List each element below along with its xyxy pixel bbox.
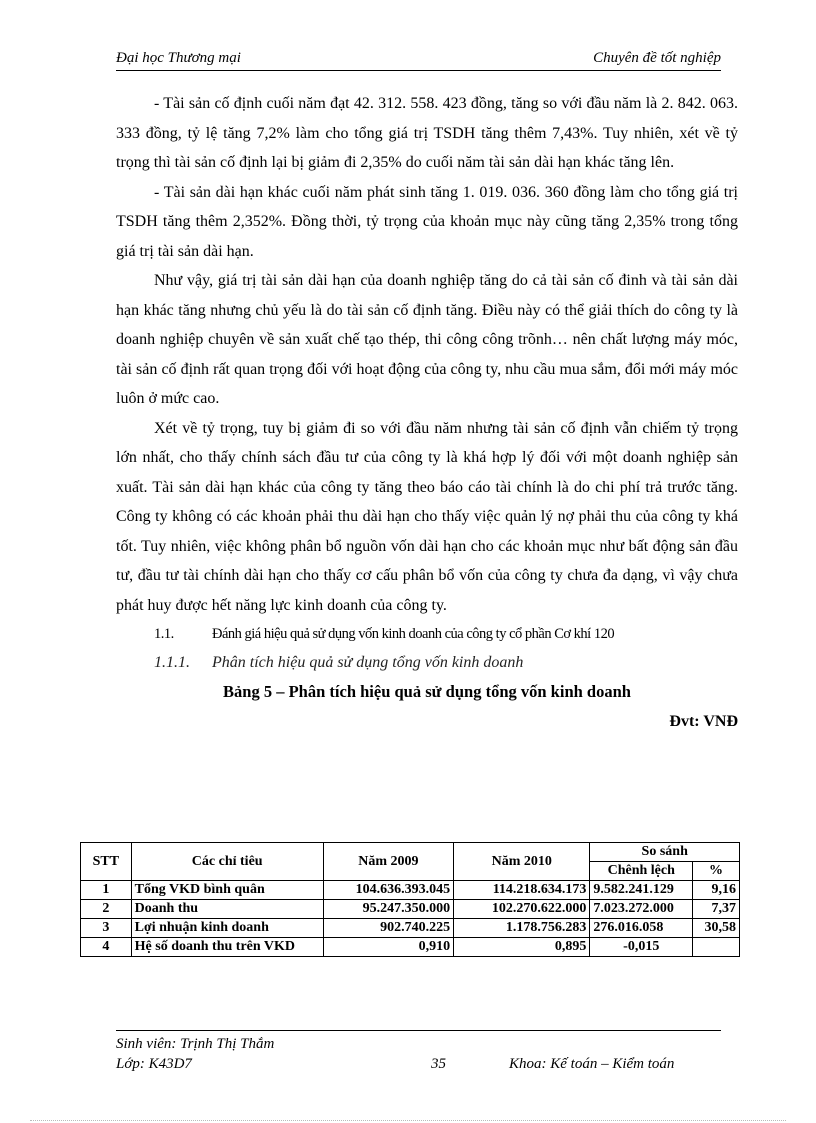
paragraph: - Tài sản cố định cuối năm đạt 42. 312. 558. 423 đồng, tăng so với đầu năm là 2. 842. 063. 333 đồng, tỷ lệ tăng 7,2% làm cho tổng giá trị TSDH tăng thêm 7,43%. Tuy nhiên, xét về tỷ trọng thì tài sản cố định lại bị giảm đi 2,35% do cuối năm tài sản dài hạn khác tăng lên. bbox=[116, 95, 738, 171]
paragraph: Như vậy, giá trị tài sản dài hạn của doanh nghiệp tăng do cả tài sản cố đinh và tài sản dài hạn khác tăng nhưng chủ yếu là do tài sản cố định tăng. Điều này có thể giải thích do công ty là doanh nghiệp chuyên về sản xuất chế tạo thép, thi công công trõnh… nên chất lượng máy móc, tài sản cố định rất quan trọng đối với hoạt động của công ty, nhu cầu mua sắm, đổi mới máy móc luôn ở mức cao. bbox=[116, 272, 738, 407]
cell-indicator: Tổng VKD bình quân bbox=[131, 881, 323, 900]
cell-year-2009: 0,910 bbox=[323, 938, 453, 957]
paragraph: - Tài sản dài hạn khác cuối năm phát sinh tăng 1. 019. 036. 360 đồng làm cho tổng giá trị TSDH tăng thêm 2,352%. Đồng thời, tỷ trọng của khoản mục này cũng tăng 2,35% trong tổng giá trị tài sản dài hạn. bbox=[116, 183, 738, 260]
body-content bbox=[116, 89, 738, 739]
subsection-number: 1.1.1. bbox=[154, 654, 190, 671]
header-percent: % bbox=[693, 862, 740, 881]
cell-indicator: Doanh thu bbox=[131, 900, 323, 919]
section-heading bbox=[116, 620, 738, 648]
header-stt: STT bbox=[81, 843, 132, 881]
header-compare: So sánh bbox=[590, 843, 740, 862]
table-row bbox=[81, 881, 740, 900]
cell-indicator: Hệ số doanh thu trên VKD bbox=[131, 938, 323, 957]
cell-year-2010: 102.270.622.000 bbox=[454, 900, 590, 919]
cell-stt: 2 bbox=[81, 900, 132, 919]
subsection-title: Phân tích hiệu quả sử dụng tổng vốn kinh doanh bbox=[212, 654, 524, 671]
table-row bbox=[81, 938, 740, 957]
footer-student: Sinh viên: Trịnh Thị Thắm bbox=[116, 1036, 275, 1052]
footer-divider bbox=[116, 1030, 721, 1031]
cell-year-2010: 0,895 bbox=[454, 938, 590, 957]
cell-year-2010: 114.218.634.173 bbox=[454, 881, 590, 900]
footer-class: Lớp: K43D7 bbox=[116, 1056, 192, 1072]
header-university: Đại học Thương mại bbox=[116, 50, 241, 66]
table-row bbox=[81, 900, 740, 919]
cell-difference: -0,015 bbox=[590, 938, 693, 957]
table-unit: Đvt: VNĐ bbox=[669, 713, 738, 730]
cell-stt: 4 bbox=[81, 938, 132, 957]
cell-difference: 276.016.058 bbox=[590, 919, 693, 938]
page-number: 35 bbox=[431, 1056, 446, 1072]
cell-year-2009: 104.636.393.045 bbox=[323, 881, 453, 900]
paragraph: Xét về tỷ trọng, tuy bị giảm đi so với đầu năm nhưng tài sản cố định vẫn chiếm tỷ trọng lớn nhất, cho thấy chính sách đầu tư của công ty là khá hợp lý đối với một doanh nghiệp sản xuất. Tài sản dài hạn khác của công ty tăng theo báo cáo tài chính là do chi phí trả trước tăng. Công ty không có các khoản phải thu dài hạn cho thấy việc quản lý nợ phải thu của công ty khá tốt. Tuy nhiên, việc không phân bổ nguồn vốn dài hạn cho các khoản mục như bất động sản đầu tư, đầu tư tài chính dài hạn cho thấy cơ cấu phân bổ vốn của công ty chưa đa dạng, vì vậy chưa phát huy được hết năng lực kinh doanh của công ty. bbox=[116, 419, 738, 614]
efficiency-table bbox=[80, 842, 740, 957]
cell-stt: 1 bbox=[81, 881, 132, 900]
header-difference: Chênh lệch bbox=[590, 862, 693, 881]
section-title: Đánh giá hiệu quả sử dụng vốn kinh doanh của công ty cổ phần Cơ khí 120 bbox=[212, 626, 615, 642]
cell-difference: 9.582.241.129 bbox=[590, 881, 693, 900]
section-number: 1.1. bbox=[154, 626, 174, 642]
footer-department: Khoa: Kế toán – Kiểm toán bbox=[509, 1056, 675, 1072]
cell-indicator: Lợi nhuận kinh doanh bbox=[131, 919, 323, 938]
cell-stt: 3 bbox=[81, 919, 132, 938]
cell-year-2009: 95.247.350.000 bbox=[323, 900, 453, 919]
cell-percent bbox=[693, 938, 740, 957]
header-indicator: Các chỉ tiêu bbox=[131, 843, 323, 881]
table-header-row bbox=[81, 843, 740, 862]
page-bottom-divider bbox=[30, 1120, 786, 1121]
cell-percent: 30,58 bbox=[693, 919, 740, 938]
header-year-2010: Năm 2010 bbox=[454, 843, 590, 881]
page-header bbox=[116, 48, 721, 71]
cell-year-2009: 902.740.225 bbox=[323, 919, 453, 938]
cell-percent: 9,16 bbox=[693, 881, 740, 900]
cell-difference: 7.023.272.000 bbox=[590, 900, 693, 919]
page-footer bbox=[116, 1036, 721, 1080]
cell-percent: 7,37 bbox=[693, 900, 740, 919]
header-document-type: Chuyên đề tốt nghiệp bbox=[593, 50, 721, 66]
cell-year-2010: 1.178.756.283 bbox=[454, 919, 590, 938]
table-title: Bảng 5 – Phân tích hiệu quả sử dụng tổng vốn kinh doanh bbox=[223, 682, 631, 701]
subsection-heading bbox=[116, 648, 738, 677]
table-row bbox=[81, 919, 740, 938]
header-year-2009: Năm 2009 bbox=[323, 843, 453, 881]
